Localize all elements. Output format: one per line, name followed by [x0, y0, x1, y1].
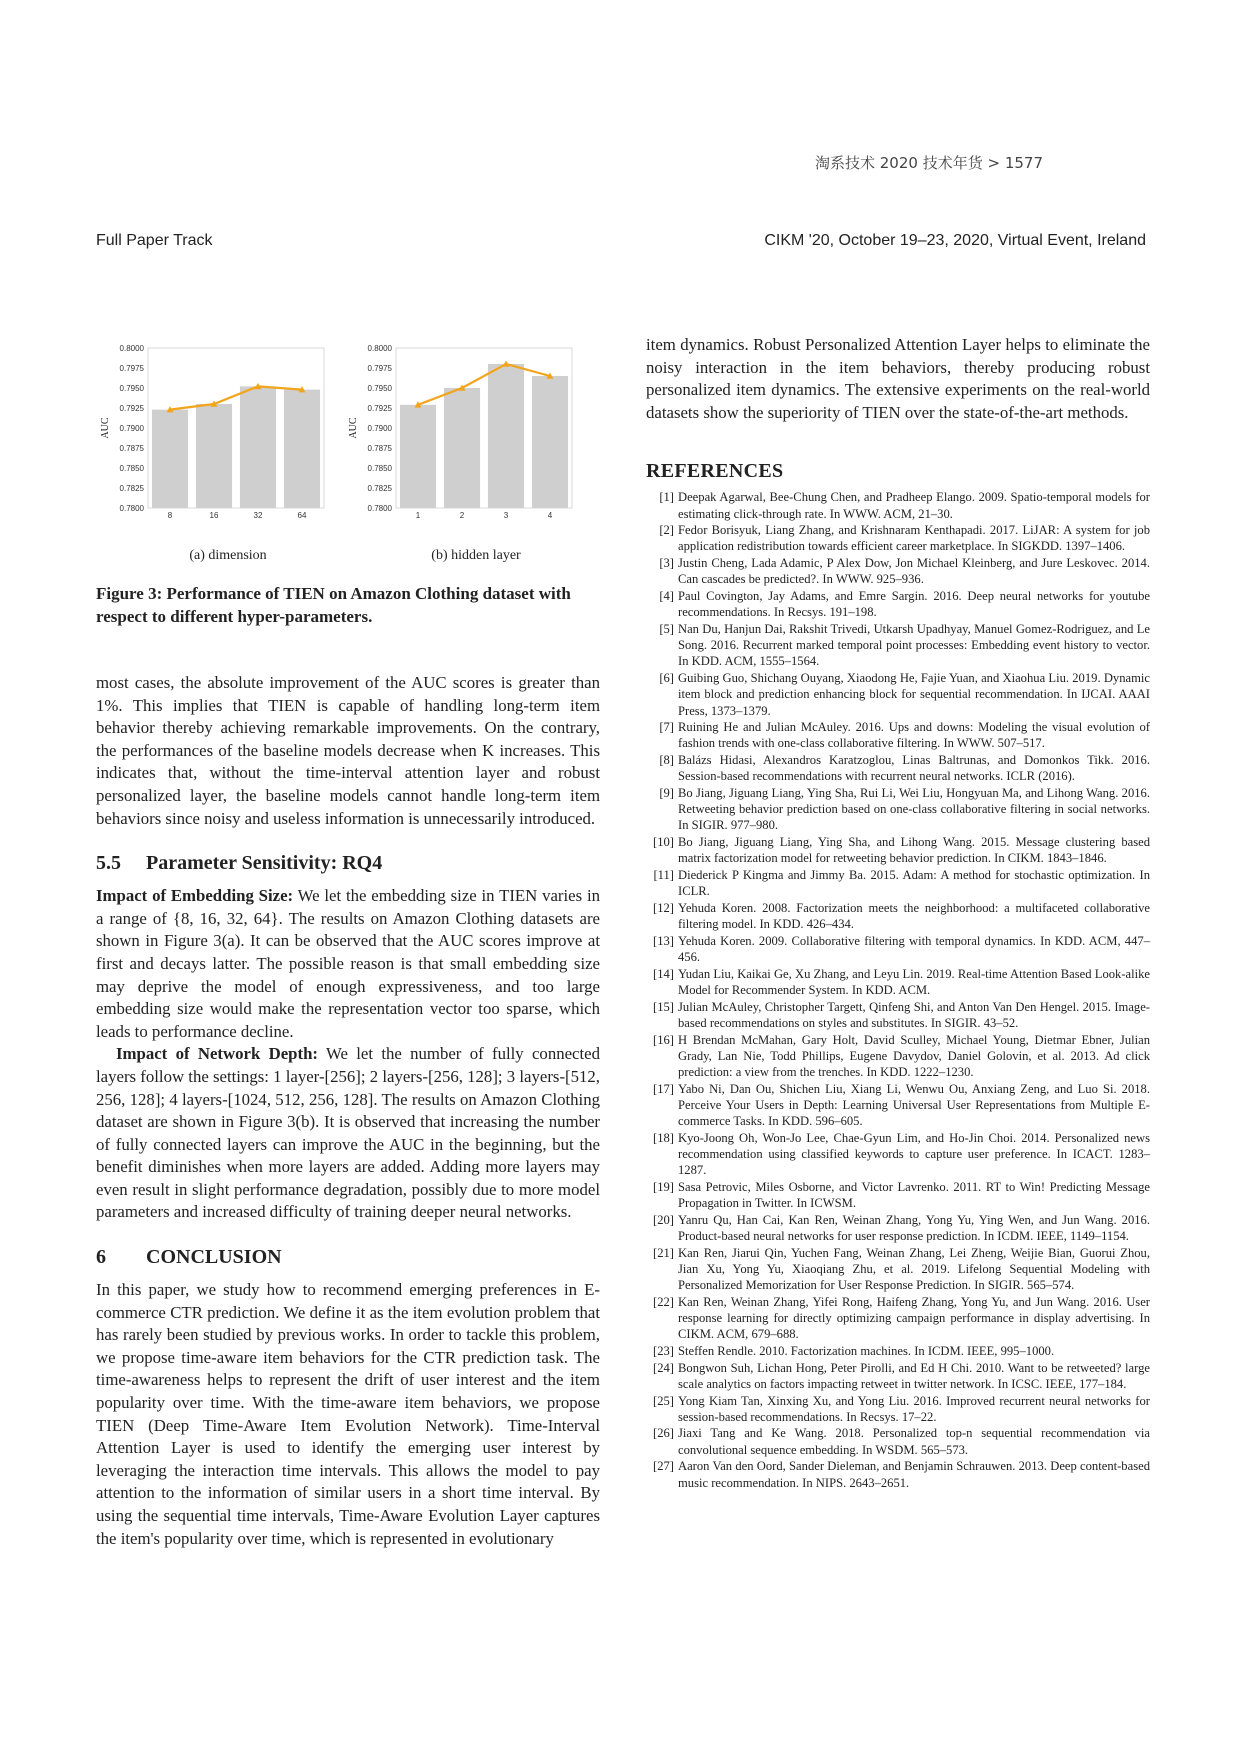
- figure-caption: Figure 3: Performance of TIEN on Amazon Clothing dataset with respect to different hyper-parameters.: [96, 584, 571, 626]
- subcaption-a: (a) dimension: [189, 548, 267, 563]
- reference-text: Yehuda Koren. 2008. Factorization meets the neighborhood: a multifaceted collaborative filtering model. In KDD. 426–434.: [678, 900, 1150, 932]
- reference-number: [24]: [653, 1360, 674, 1375]
- reference-item: [646, 1245, 1150, 1294]
- reference-text: Yehuda Koren. 2009. Collaborative filtering with temporal dynamics. In KDD. ACM, 447–456.: [678, 933, 1150, 965]
- x-tick-label: 8: [167, 511, 173, 520]
- reference-text: Deepak Agarwal, Bee-Chung Chen, and Pradheep Elango. 2009. Spatio-temporal models for estimating click-through rate. In WWW. ACM, 21–30.: [678, 490, 1150, 521]
- reference-number: [10]: [653, 835, 674, 850]
- reference-text: H Brendan McMahan, Gary Holt, David Sculley, Michael Young, Dietmar Ebner, Julian Grady, Lan Nie, Todd Phillips, Eugene Davydov, Daniel Golovin, et al. 2013. Ad click prediction: a view from the trenches. In KDD. 1222–1230.: [678, 1032, 1150, 1079]
- x-tick-label: 3: [503, 511, 509, 520]
- y-tick-label: 0.8000: [119, 344, 144, 353]
- reference-item: [646, 966, 1150, 998]
- y-tick-label: 0.7825: [367, 484, 392, 493]
- reference-item: [646, 621, 1150, 670]
- reference-number: [9]: [659, 786, 674, 801]
- reference-text: Paul Covington, Jay Adams, and Emre Sargin. 2016. Deep neural networks for youtube recommendations. In Recsys. 191–198.: [678, 589, 1150, 620]
- y-tick-label: 0.7800: [119, 504, 144, 513]
- bar: [444, 388, 480, 508]
- paragraph-text: We let the embedding size in TIEN varies in a range of {8, 16, 32, 64}. The results on Amazon Clothing datasets are shown in Figure 3(a). It can be observed that the AUC scores improve at first and decays latter. The possible reason is that small embedding size may deprive the model of enough expressiveness, and too large embedding size would make the representation vector too sparse, which leads to performance decline.: [96, 886, 600, 1041]
- reference-text: Kyo-Joong Oh, Won-Jo Lee, Chae-Gyun Lim, and Ho-Jin Choi. 2014. Personalized news recommendation using classified keywords to capture user preference. In ICACT. 1283–1287.: [678, 1130, 1150, 1178]
- reference-item: [646, 834, 1150, 866]
- reference-number: [22]: [653, 1294, 674, 1309]
- reference-text: Julian McAuley, Christopher Targett, Qinfeng Shi, and Anton Van Den Hengel. 2015. Image-based recommendations on styles and substitutes. In SIGIR. 43–52.: [678, 999, 1150, 1030]
- reference-item: [646, 1032, 1150, 1081]
- reference-number: [4]: [659, 589, 674, 604]
- y-tick-label: 0.7975: [367, 364, 392, 373]
- page-banner: 淘系技术 2020 技术年货 > 1577: [815, 154, 1043, 172]
- y-tick-label: 0.7975: [119, 364, 144, 373]
- section-number: 6: [96, 1246, 106, 1269]
- x-tick-label: 1: [415, 511, 421, 520]
- paragraph-text: We let the number of fully connected layers follow the settings: 1 layer-[256]; 2 layers-[256, 128]; 3 layers-[512, 256, 128]; 4 layers-[1024, 512, 256, 128]. The results on Amazon Clothing dataset are shown in Figure 3(b). It is observed that increasing the number of fully connected layers can improve the AUC in the beginning, but the benefit diminishes when more layers are added. Adding more layers may even result in slight performance degradation, possibly due to more model parameters and increased difficulty of training deeper neural networks.: [96, 1044, 600, 1222]
- reference-item: [646, 670, 1150, 719]
- x-tick-label: 32: [253, 511, 263, 520]
- y-tick-label: 0.7875: [367, 444, 392, 453]
- reference-text: Guibing Guo, Shichang Ouyang, Xiaodong He, Fajie Yuan, and Xiaohua Liu. 2019. Dynamic item block and prediction enhancing block for sequential recommendation. In IJCAI. AAAI Press, 1373–1379.: [678, 671, 1150, 718]
- paragraph-conclusion: In this paper, we study how to recommend emerging preferences in E-commerce CTR prediction. We define it as the item evolution problem that has rarely been studied by previous works. In order to tackle this problem, we propose time-aware item behaviors for the CTR prediction task. The time-awareness helps to represent the drift of user interest and the item popularity over time. With the time-aware item behaviors, we propose TIEN (Deep Time-Aware Item Evolution Network). Time-Interval Attention Layer is used to identify the emerging user interest by leveraging the interaction time intervals. This allows the model to pay attention to the information of similar users in a short time interval. By using the sequential time intervals, Time-Aware Evolution Layer captures the item's popularity over time, which is represented in evolutionary: [96, 1280, 600, 1548]
- reference-item: [646, 1130, 1150, 1179]
- reference-number: [12]: [653, 900, 674, 915]
- reference-number: [17]: [653, 1081, 674, 1096]
- reference-text: Bo Jiang, Jiguang Liang, Ying Sha, Rui Li, Wei Liu, Hongyuan Ma, and Lihong Wang. 2016. Retweeting behavior prediction based on one-class collaborative filtering in social networks. In SIGIR. 977–980.: [678, 786, 1150, 833]
- series-line: [418, 364, 550, 405]
- reference-item: [646, 999, 1150, 1031]
- reference-number: [15]: [653, 999, 674, 1014]
- reference-text: Balázs Hidasi, Alexandros Karatzoglou, Linas Baltrunas, and Domonkos Tikk. 2016. Session-based recommendations with recurrent neural networks. ICLR (2016).: [678, 753, 1150, 784]
- y-axis-label: AUC: [100, 417, 111, 439]
- section-5-5-heading: [96, 852, 600, 875]
- reference-number: [27]: [653, 1459, 674, 1474]
- y-tick-label: 0.7875: [119, 444, 144, 453]
- reference-number: [6]: [659, 671, 674, 686]
- reference-item: [646, 1179, 1150, 1211]
- paragraph-conclusion-cont: item dynamics. Robust Personalized Attention Layer helps to eliminate the noisy interaction in the item behaviors, thereby producing robust personalized item dynamics. The extensive experiments on the real-world datasets show the superiority of TIEN over the state-of-the-art methods.: [646, 335, 1150, 422]
- y-tick-label: 0.7900: [119, 424, 144, 433]
- reference-number: [7]: [659, 720, 674, 735]
- series-line: [170, 386, 302, 409]
- reference-item: [646, 719, 1150, 751]
- x-tick-label: 64: [297, 511, 307, 520]
- paragraph-lead: Impact of Embedding Size:: [96, 886, 294, 906]
- bar: [284, 390, 320, 508]
- reference-number: [11]: [653, 868, 674, 883]
- reference-item: [646, 1458, 1150, 1490]
- reference-item: [646, 588, 1150, 620]
- reference-text: Kan Ren, Jiarui Qin, Yuchen Fang, Weinan Zhang, Lei Zheng, Weijie Bian, Guorui Zhou, Jian Xu, Yong Yu, Xiaoqiang Zhu, et al. 2019. Lifelong Sequential Modeling with Personalized Memorization for User Response Prediction. In SIGIR. 565–574.: [678, 1245, 1150, 1293]
- chart-hidden-layer: [344, 340, 584, 540]
- reference-number: [8]: [659, 753, 674, 768]
- reference-number: [19]: [653, 1179, 674, 1194]
- reference-text: Yudan Liu, Kaikai Ge, Xu Zhang, and Leyu Lin. 2019. Real-time Attention Based Look-alike Model for Recommender System. In KDD. ACM.: [678, 966, 1150, 997]
- reference-text: Ruining He and Julian McAuley. 2016. Ups and downs: Modeling the visual evolution of fashion trends with one-class collaborative filtering. In WWW. 507–517.: [678, 720, 1150, 751]
- paragraph-embedding-size: [96, 885, 600, 1043]
- reference-text: Yabo Ni, Dan Ou, Shichen Liu, Xiang Li, Wenwu Ou, Anxiang Zeng, and Luo Si. 2018. Perceive Your Users in Depth: Learning Universal User Representations from Multiple E-commerce Tasks. In KDD. 596–605.: [678, 1081, 1150, 1129]
- chart-dimension: [96, 340, 336, 540]
- y-tick-label: 0.7800: [367, 504, 392, 513]
- y-tick-label: 0.8000: [367, 344, 392, 353]
- reference-text: Yanru Qu, Han Cai, Kan Ren, Weinan Zhang, Yong Yu, Ying Wen, and Jun Wang. 2016. Product-based neural networks for user response prediction. In ICDM. IEEE, 1149–1154.: [678, 1212, 1150, 1244]
- reference-number: [1]: [659, 490, 674, 505]
- references-list: [646, 489, 1150, 1490]
- reference-item: [646, 900, 1150, 932]
- bar: [532, 376, 568, 508]
- reference-text: Justin Cheng, Lada Adamic, P Alex Dow, Jon Michael Kleinberg, and Jure Leskovec. 2014. Can cascades be predicted?. In WWW. 925–936.: [678, 556, 1150, 587]
- reference-item: [646, 752, 1150, 784]
- running-header-right: CIKM '20, October 19–23, 2020, Virtual Event, Ireland: [764, 232, 1146, 249]
- reference-item: [646, 1294, 1150, 1343]
- y-tick-label: 0.7900: [367, 424, 392, 433]
- running-header-left: Full Paper Track: [96, 232, 213, 249]
- reference-text: Jiaxi Tang and Ke Wang. 2018. Personalized top-n sequential recommendation via convolutional sequence embedding. In WSDM. 565–573.: [678, 1426, 1150, 1457]
- reference-item: [646, 785, 1150, 834]
- bar: [488, 364, 524, 508]
- bar: [196, 404, 232, 508]
- reference-text: Diederick P Kingma and Jimmy Ba. 2015. Adam: A method for stochastic optimization. In ICLR.: [678, 868, 1150, 899]
- reference-item: [646, 1081, 1150, 1130]
- reference-text: Steffen Rendle. 2010. Factorization machines. In ICDM. IEEE, 995–1000.: [678, 1343, 1055, 1358]
- reference-text: Aaron Van den Oord, Sander Dieleman, and Benjamin Schrauwen. 2013. Deep content-based music recommendation. In NIPS. 2643–2651.: [678, 1459, 1150, 1490]
- reference-number: [14]: [653, 966, 674, 981]
- reference-item: [646, 1343, 1150, 1359]
- reference-item: [646, 1212, 1150, 1244]
- y-tick-label: 0.7825: [119, 484, 144, 493]
- reference-text: Nan Du, Hanjun Dai, Rakshit Trivedi, Utkarsh Upadhyay, Manuel Gomez-Rodriguez, and Le Song. 2016. Recurrent marked temporal point processes: Embedding event history to vector. In KDD. ACM, 1555–1564.: [678, 622, 1150, 669]
- reference-item: [646, 522, 1150, 554]
- figure-3: [96, 340, 600, 572]
- reference-number: [23]: [653, 1343, 674, 1358]
- paragraph-results: most cases, the absolute improvement of the AUC scores is greater than 1%. This implies that TIEN is capable of handling long-term item behavior thereby achieving remarkable improvements. On the contrary, the performances of the baseline models decrease when K increases. This indicates that, without the time-interval attention layer and robust personalized layer, the baseline models cannot handle long-term item behaviors since noisy and useless information is unnecessarily introduced.: [96, 673, 600, 828]
- reference-item: [646, 555, 1150, 587]
- references-heading: REFERENCES: [646, 460, 784, 483]
- reference-item: [646, 1393, 1150, 1425]
- reference-text: Fedor Borisyuk, Liang Zhang, and Krishnaram Kenthapadi. 2017. LiJAR: A system for job application redistribution towards efficient career marketplace. In SIGKDD. 1397–1406.: [678, 523, 1150, 554]
- section-number: 5.5: [96, 852, 121, 875]
- x-tick-label: 2: [459, 511, 465, 520]
- reference-text: Bongwon Suh, Lichan Hong, Peter Pirolli, and Ed H Chi. 2010. Want to be retweeted? large scale analytics on factors impacting retweet in twitter network. In ICSC. IEEE, 177–184.: [678, 1360, 1150, 1391]
- subcaption-b: (b) hidden layer: [431, 548, 521, 563]
- x-tick-label: 16: [209, 511, 219, 520]
- reference-item: [646, 867, 1150, 899]
- reference-text: Sasa Petrovic, Miles Osborne, and Victor Lavrenko. 2011. RT to Win! Predicting Message Propagation in Twitter. In ICWSM.: [678, 1179, 1150, 1211]
- section-title: Parameter Sensitivity: RQ4: [146, 852, 383, 875]
- y-tick-label: 0.7925: [119, 404, 144, 413]
- y-axis-label: AUC: [348, 417, 359, 439]
- paragraph-network-depth: [96, 1043, 600, 1224]
- reference-number: [13]: [653, 933, 674, 948]
- bar: [152, 410, 188, 508]
- reference-number: [25]: [653, 1393, 674, 1408]
- reference-number: [3]: [659, 556, 674, 571]
- section-title: CONCLUSION: [146, 1246, 282, 1269]
- x-tick-label: 4: [547, 511, 553, 520]
- reference-number: [18]: [653, 1130, 674, 1145]
- reference-item: [646, 933, 1150, 965]
- reference-number: [16]: [653, 1032, 674, 1047]
- reference-item: [646, 1360, 1150, 1392]
- y-tick-label: 0.7950: [119, 384, 144, 393]
- reference-number: [21]: [653, 1245, 674, 1260]
- right-column: [646, 334, 1150, 1491]
- bar: [400, 405, 436, 508]
- paragraph-lead: Impact of Network Depth:: [116, 1044, 319, 1064]
- reference-text: Kan Ren, Weinan Zhang, Yifei Rong, Haifeng Zhang, Yong Yu, and Jun Wang. 2016. User response learning for directly optimizing campaign performance in display advertising. In CIKM. ACM, 679–688.: [678, 1294, 1150, 1342]
- y-tick-label: 0.7925: [367, 404, 392, 413]
- reference-text: Yong Kiam Tan, Xinxing Xu, and Yong Liu. 2016. Improved recurrent neural networks for session-based recommendations. In Recsys. 17–22.: [678, 1393, 1150, 1424]
- bar: [240, 386, 276, 508]
- reference-number: [20]: [653, 1212, 674, 1227]
- reference-item: [646, 489, 1150, 521]
- reference-number: [26]: [653, 1426, 674, 1441]
- y-tick-label: 0.7850: [367, 464, 392, 473]
- reference-number: [5]: [659, 622, 674, 636]
- y-tick-label: 0.7950: [367, 384, 392, 393]
- reference-number: [2]: [659, 523, 674, 538]
- y-tick-label: 0.7850: [119, 464, 144, 473]
- reference-item: [646, 1425, 1150, 1457]
- left-column: [96, 672, 600, 1550]
- reference-text: Bo Jiang, Jiguang Liang, Ying Sha, and Lihong Wang. 2015. Message clustering based matrix factorization model for retweeting behavior prediction. In CIKM. 1843–1846.: [678, 835, 1150, 866]
- section-6-heading: [96, 1246, 600, 1269]
